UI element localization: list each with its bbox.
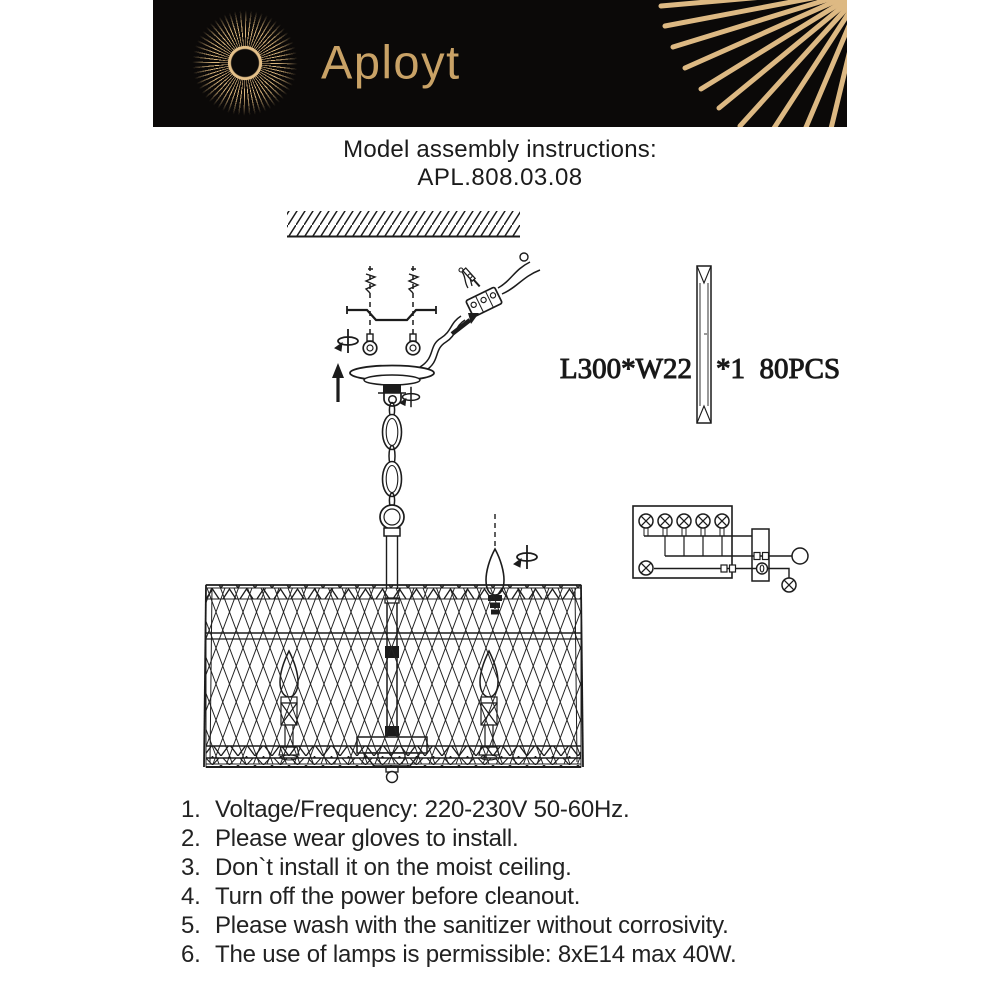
instruction-item xyxy=(181,795,861,824)
instruction-item xyxy=(181,882,861,911)
supply-wire-assembly xyxy=(420,253,540,371)
instruction-text: Please wash with the sanitizer without corrosivity. xyxy=(215,912,729,939)
instruction-number: 1. xyxy=(181,796,201,823)
instruction-text: The use of lamps is permissible: 8xE14 max 40W. xyxy=(215,941,737,968)
mounting-bracket xyxy=(347,310,436,320)
wall-anchor-icon xyxy=(366,269,418,293)
instruction-number: 5. xyxy=(181,912,201,939)
rotate-icon xyxy=(335,329,358,353)
instruction-text: Don`t install it on the moist ceiling. xyxy=(215,854,572,881)
instruction-text: Please wear gloves to install. xyxy=(215,825,519,852)
model-number: APL.808.03.08 xyxy=(417,163,583,191)
instruction-item xyxy=(181,940,861,969)
instruction-item xyxy=(181,911,861,940)
bottom-zigzag-band xyxy=(206,746,581,758)
wiring-diagram xyxy=(633,506,808,592)
drum-shade xyxy=(204,585,583,783)
top-zigzag-band xyxy=(206,585,581,599)
instruction-number: 2. xyxy=(181,825,201,852)
screw-head-icon xyxy=(363,334,420,355)
canopy-and-chain xyxy=(350,366,434,590)
lift-arrow-icon xyxy=(332,363,344,402)
instruction-text: Voltage/Frequency: 220-230V 50-60Hz. xyxy=(215,796,630,823)
instruction-number: 4. xyxy=(181,883,201,910)
instruction-number: 6. xyxy=(181,941,201,968)
crystal-strip-part xyxy=(560,266,840,423)
lattice-mesh xyxy=(206,588,581,764)
rotate-icon xyxy=(400,387,420,407)
instruction-text: Turn off the power before cleanout. xyxy=(215,883,581,910)
bottom-fringe xyxy=(206,758,581,767)
crystal-size-label: L300*W22 xyxy=(559,353,692,385)
connect-arrow-icon xyxy=(452,313,479,334)
crystal-qty-label: *1 80PCS xyxy=(716,353,841,385)
rotate-icon xyxy=(514,545,537,569)
ceiling-hatching xyxy=(287,211,520,237)
terminal-block-icon xyxy=(466,287,503,317)
brand-logo-text: Aployt xyxy=(321,34,461,88)
instruction-item xyxy=(181,824,861,853)
instruction-item xyxy=(181,853,861,882)
switch-node xyxy=(792,548,808,564)
page-title: Model assembly instructions: xyxy=(343,136,657,163)
instruction-list xyxy=(181,795,861,969)
instruction-number: 3. xyxy=(181,854,201,881)
